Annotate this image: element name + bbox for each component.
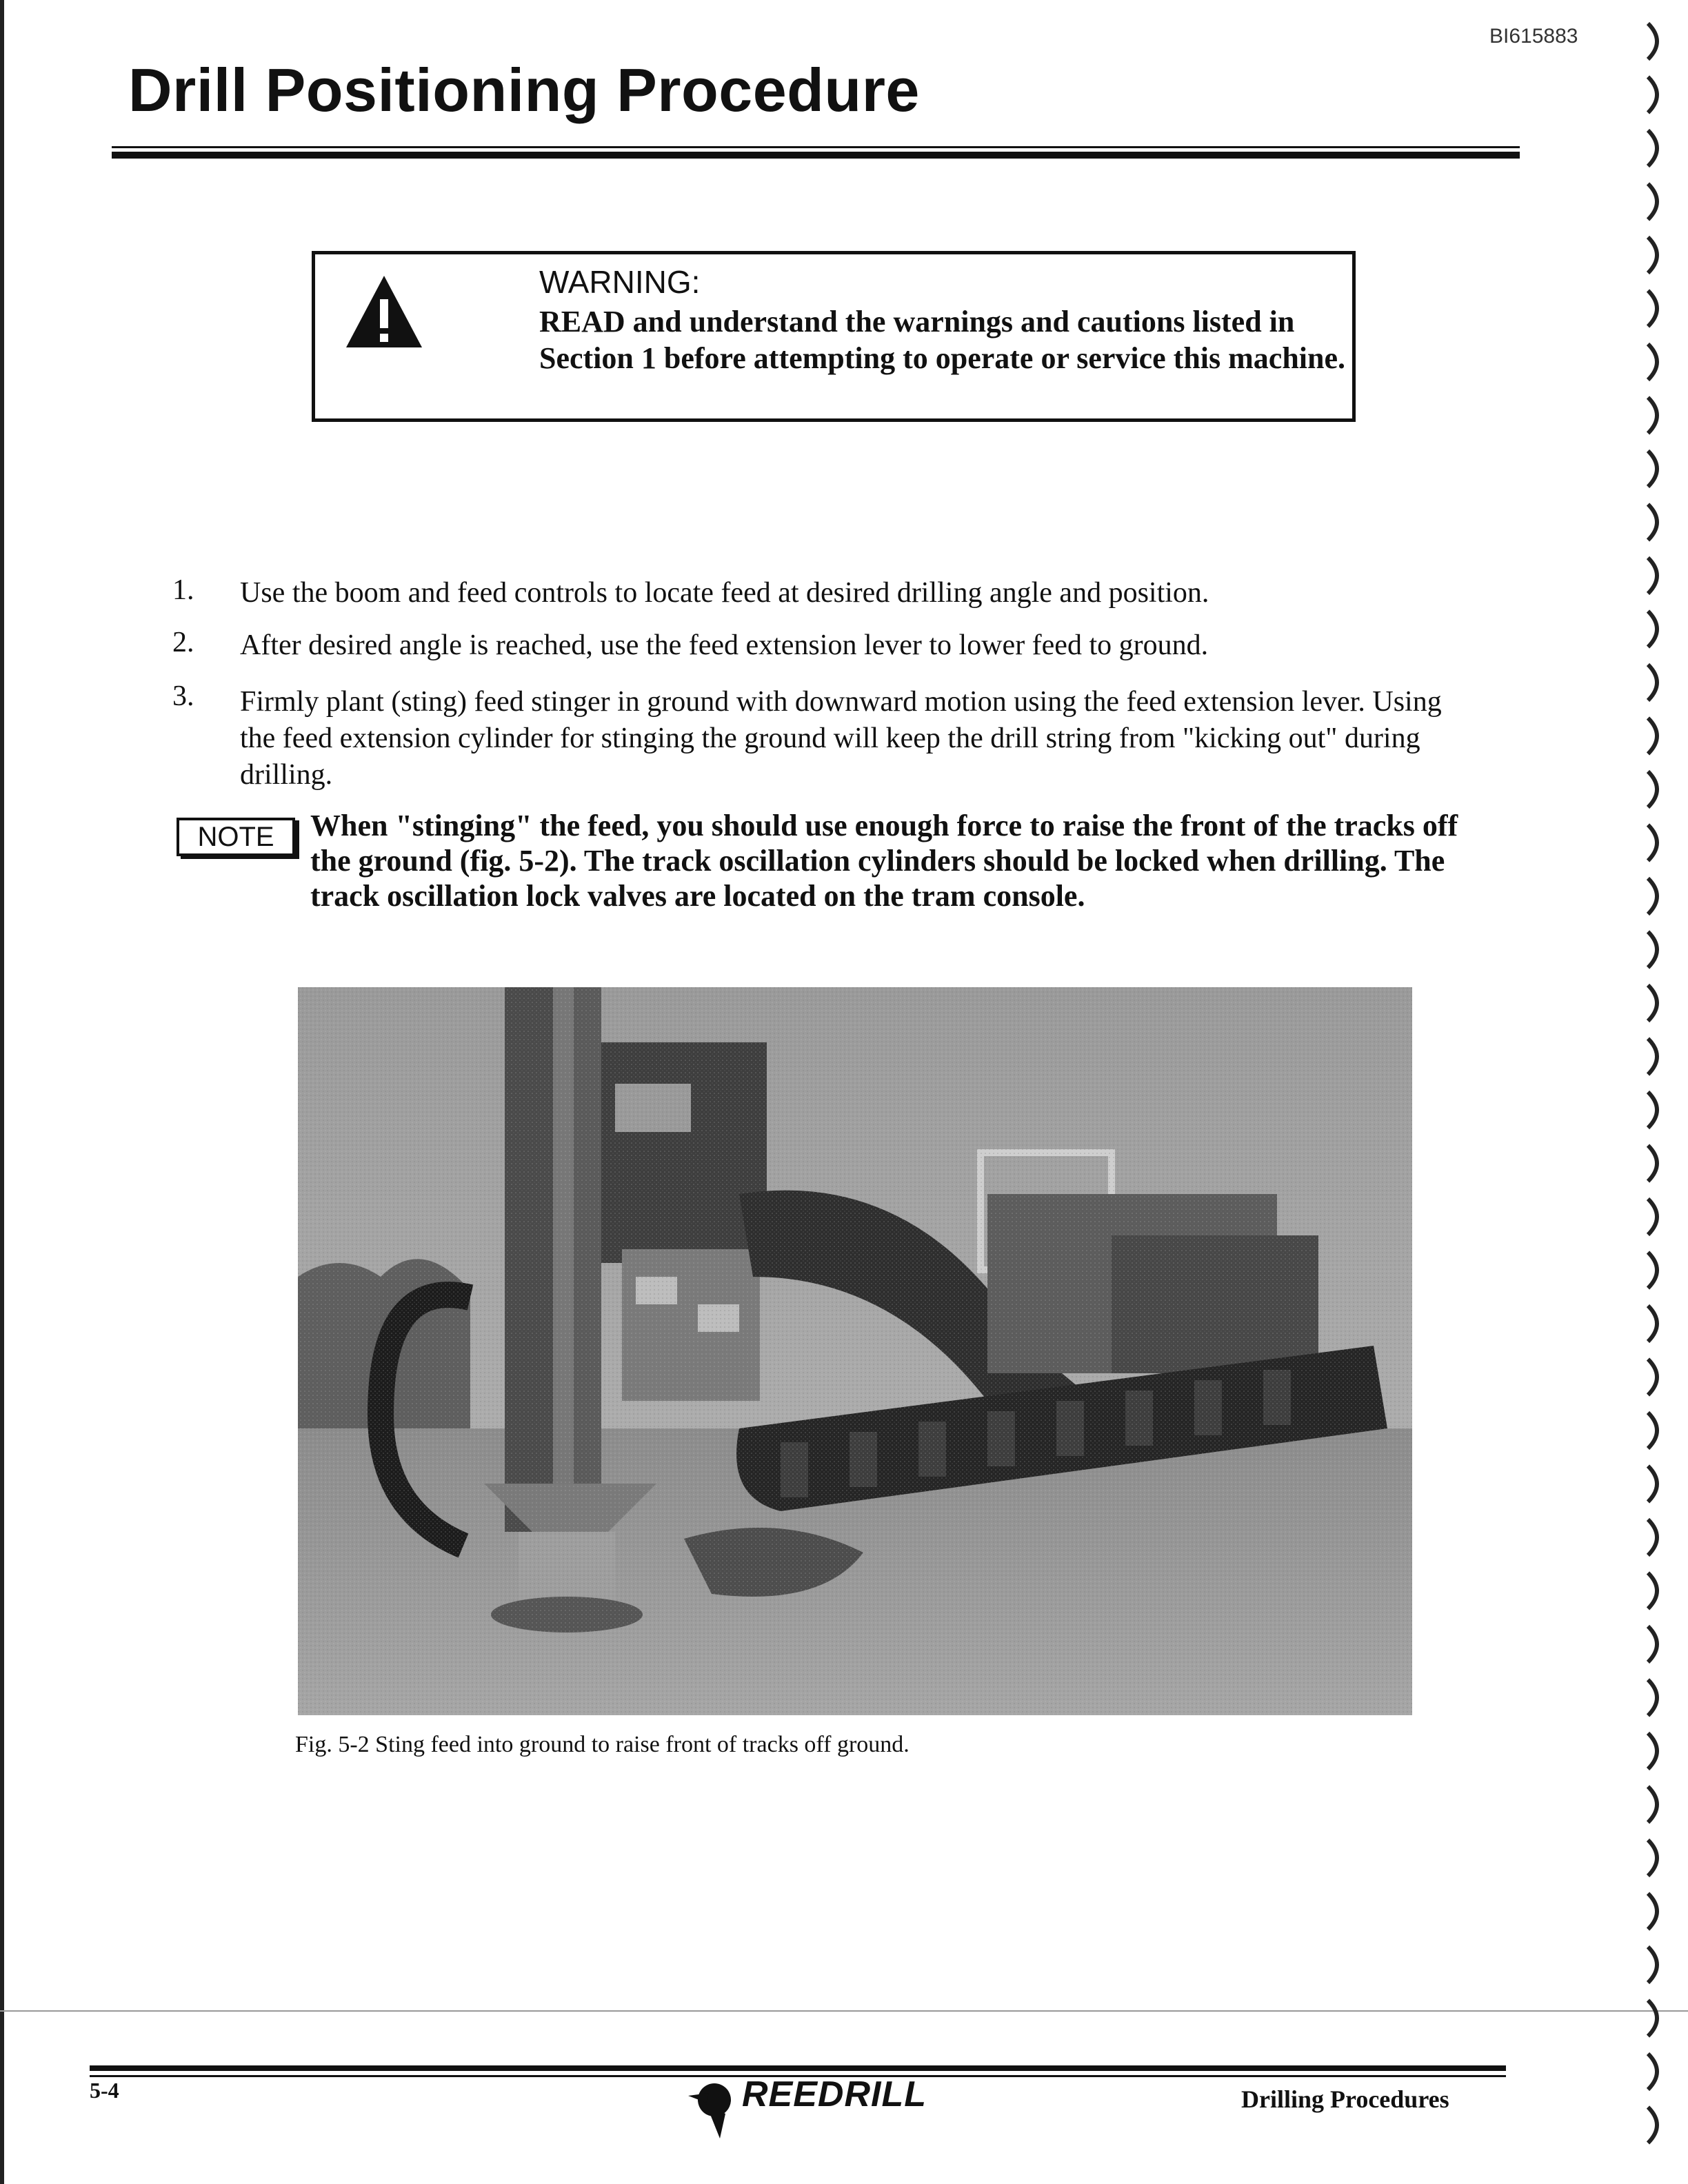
binding-hole-mark [1648,237,1657,273]
binding-hole-mark [1648,1199,1657,1235]
binding-hole-mark [1648,1680,1657,1716]
binding-hole-mark [1648,611,1657,647]
binding-hole-mark [1648,184,1657,220]
binding-hole-mark [1648,878,1657,914]
binding-hole-mark [1648,1466,1657,1502]
binding-hole-mark [1648,1947,1657,1983]
binding-hole-mark [1648,77,1657,113]
warning-heading: WARNING: [539,264,701,300]
step-number: 2. [172,627,194,658]
binding-hole-mark [1648,505,1657,540]
binding-hole-mark [1648,1894,1657,1930]
binding-hole-mark [1648,2107,1657,2143]
title-rule [112,146,1520,148]
step-text: Use the boom and feed controls to locate feed at desired drilling angle and position. [240,577,1209,609]
step-number: 1. [172,574,194,606]
binding-hole-mark [1648,344,1657,380]
binding-hole-mark [1648,1787,1657,1823]
binding-hole-mark [1648,130,1657,166]
binding-hole-mark [1648,291,1657,327]
scan-edge [0,0,4,2184]
step-text: After desired angle is reached, use the feed extension lever to lower feed to ground. [240,629,1209,661]
binding-holes [1627,17,1682,2174]
step-text: Firmly plant (sting) feed stinger in ground with downward motion using the feed extension lever. Using the feed extension cylinder for stinging the ground will keep the drill string from "kicking out" during drilling. [240,686,1442,791]
page-title: Drill Positioning Procedure [128,56,920,124]
warning-body: READ and understand the warnings and cautions listed in Section 1 before attempting to operate or service this machine. [539,305,1346,375]
binding-hole-mark [1648,932,1657,968]
binding-hole-mark [1648,1519,1657,1555]
warning-triangle-icon [343,273,425,350]
note-text: When "stinging" the feed, you should use enough force to raise the front of the tracks off the ground (fig. 5-2). The track oscillation cylinders should be locked when drilling. The track oscillation lock valves are located on the tram console. [310,809,1458,913]
note-badge: NOTE [177,818,295,856]
binding-hole-mark [1648,2001,1657,2036]
figure-caption: Fig. 5-2 Sting feed into ground to raise front of tracks off ground. [295,1732,910,1757]
binding-hole-mark [1648,1840,1657,1876]
binding-hole-mark [1648,1359,1657,1395]
binding-hole-mark [1648,2054,1657,2090]
footer-rule [90,2065,1506,2071]
binding-hole-mark [1648,718,1657,754]
scan-line [0,2010,1688,2012]
binding-hole-mark [1648,1306,1657,1342]
binding-hole-mark [1648,398,1657,434]
document-id: BI615883 [1489,25,1578,48]
binding-hole-mark [1648,1413,1657,1448]
binding-hole-mark [1648,825,1657,861]
binding-hole-mark [1648,1573,1657,1609]
binding-hole-mark [1648,1039,1657,1075]
binding-hole-mark [1648,1146,1657,1182]
step-number: 3. [172,680,194,712]
binding-hole-mark [1648,1733,1657,1769]
drill-rig-photo [298,987,1412,1715]
binding-hole-mark [1648,1253,1657,1288]
binding-hole-mark [1648,558,1657,594]
title-rule-thick [112,152,1520,159]
binding-hole-mark [1648,451,1657,487]
binding-hole-mark [1648,1626,1657,1662]
binding-hole-mark [1648,771,1657,807]
binding-hole-mark [1648,985,1657,1021]
footer-section-title: Drilling Procedures [1241,2085,1449,2113]
reedrill-logo-text: REEDRILL [742,2074,927,2114]
binding-hole-mark [1648,1092,1657,1128]
page-number: 5-4 [90,2078,119,2103]
binding-hole-mark [1648,665,1657,700]
binding-hole-mark [1648,23,1657,59]
